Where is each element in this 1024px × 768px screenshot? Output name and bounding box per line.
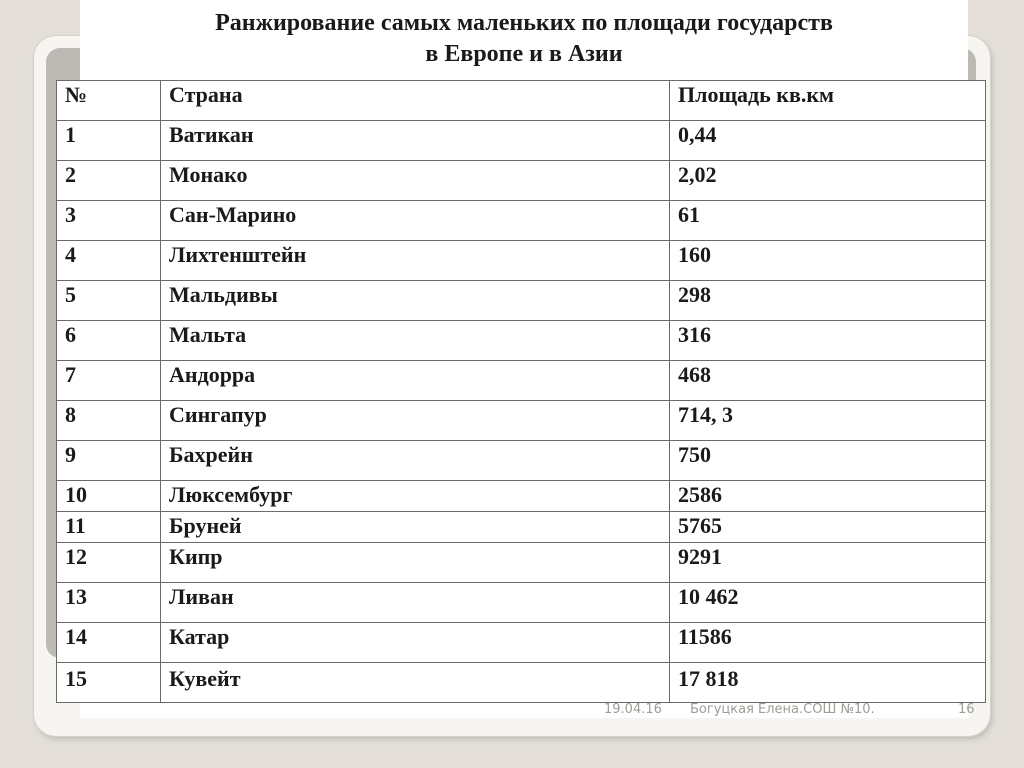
row-area: 61: [670, 201, 986, 241]
table-row: [57, 161, 986, 201]
row-number: 2: [57, 161, 161, 201]
header-area: Площадь кв.км: [670, 81, 986, 121]
table-row: [57, 361, 986, 401]
row-number: 8: [57, 401, 161, 441]
table-row: [57, 481, 986, 512]
title-line-2: в Европе и в Азии: [425, 41, 623, 67]
row-area: 2,02: [670, 161, 986, 201]
row-area: 9291: [670, 543, 986, 583]
row-country: Андорра: [161, 361, 670, 401]
row-area: 0,44: [670, 121, 986, 161]
row-area: 714, 3: [670, 401, 986, 441]
row-number: 1: [57, 121, 161, 161]
page-title: [80, 8, 968, 70]
row-area: 298: [670, 281, 986, 321]
row-area: 2586: [670, 481, 986, 512]
table-header-row: [57, 81, 986, 121]
row-number: 13: [57, 583, 161, 623]
row-number: 14: [57, 623, 161, 663]
row-country: Люксембург: [161, 481, 670, 512]
row-country: Лихтенштейн: [161, 241, 670, 281]
row-country: Кувейт: [161, 663, 670, 703]
row-number: 9: [57, 441, 161, 481]
row-country: Бахрейн: [161, 441, 670, 481]
row-area: 468: [670, 361, 986, 401]
table-row: [57, 121, 986, 161]
header-country: Страна: [161, 81, 670, 121]
row-number: 5: [57, 281, 161, 321]
row-country: Кипр: [161, 543, 670, 583]
country-area-table: [56, 80, 986, 703]
row-area: 17 818: [670, 663, 986, 703]
row-area: 160: [670, 241, 986, 281]
row-area: 316: [670, 321, 986, 361]
table-row: [57, 583, 986, 623]
row-area: 11586: [670, 623, 986, 663]
table-row: [57, 201, 986, 241]
table-row: [57, 321, 986, 361]
footer-page-number: 16: [958, 702, 975, 717]
row-area: 10 462: [670, 583, 986, 623]
row-number: 12: [57, 543, 161, 583]
row-country: Бруней: [161, 512, 670, 543]
table-row: [57, 401, 986, 441]
row-number: 11: [57, 512, 161, 543]
row-number: 7: [57, 361, 161, 401]
title-line-1: Ранжирование самых маленьких по площади государств: [215, 10, 833, 36]
table-row: [57, 241, 986, 281]
row-country: Катар: [161, 623, 670, 663]
row-number: 10: [57, 481, 161, 512]
row-country: Мальта: [161, 321, 670, 361]
row-country: Ливан: [161, 583, 670, 623]
row-country: Ватикан: [161, 121, 670, 161]
row-number: 4: [57, 241, 161, 281]
table-row: [57, 441, 986, 481]
table-row: [57, 623, 986, 663]
table-row: [57, 512, 986, 543]
footer-date: 19.04.16: [604, 702, 662, 717]
row-country: Мальдивы: [161, 281, 670, 321]
table-row: [57, 281, 986, 321]
row-number: 6: [57, 321, 161, 361]
footer-author: Богуцкая Елена.СОШ №10.: [690, 702, 875, 717]
row-number: 15: [57, 663, 161, 703]
row-country: Сан-Марино: [161, 201, 670, 241]
row-area: 5765: [670, 512, 986, 543]
row-country: Сингапур: [161, 401, 670, 441]
table-row: [57, 663, 986, 703]
row-number: 3: [57, 201, 161, 241]
row-area: 750: [670, 441, 986, 481]
table-row: [57, 543, 986, 583]
row-country: Монако: [161, 161, 670, 201]
header-number: №: [57, 81, 161, 121]
